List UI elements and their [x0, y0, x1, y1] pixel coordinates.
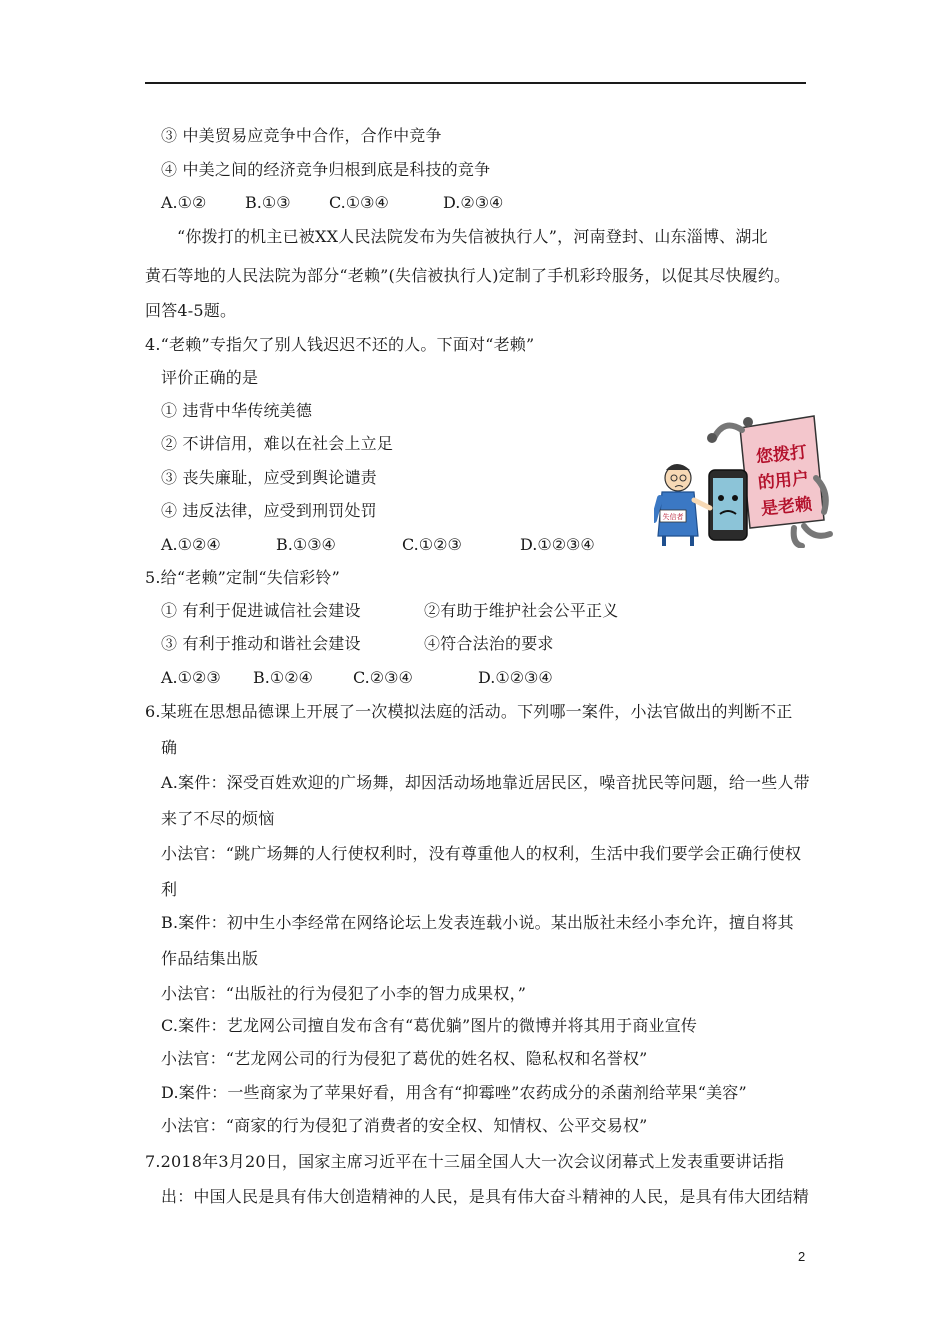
laolai-cartoon-illustration: [654, 408, 836, 548]
q6-stem-1: 6.某班在思想品德课上开展了一次模拟法庭的活动。下列哪一案件，小法官做出的判断不正: [145, 702, 793, 721]
cartoon-sign: [740, 416, 824, 528]
q6-a-judge-2: 利: [161, 880, 178, 899]
q6-stem-2: 确: [161, 738, 178, 757]
sign-line-1: 您拨打: [755, 442, 808, 468]
q6-c-judge: 小法官：“艺龙网公司的行为侵犯了葛优的姓名权、隐私权和名誉权”: [161, 1049, 648, 1068]
q6-a-case-2: 来了不尽的烦恼: [161, 809, 275, 828]
q6-b-judge: 小法官：“出版社的行为侵犯了小李的智力成果权，”: [161, 984, 527, 1003]
q5-option-a: A.①②③: [161, 668, 221, 687]
q5-options: [161, 668, 581, 688]
q6-c-case: C.案件：艺龙网公司擅自发布含有“葛优躺”图片的微博并将其用于商业宣传: [161, 1016, 698, 1035]
q5-item-1: ① 有利于促进诚信社会建设: [161, 601, 361, 620]
q4-item-2: ② 不讲信用，难以在社会上立足: [161, 434, 394, 453]
material-line-1: “你拨打的机主已被XX人民法院发布为失信被执行人”，河南登封、山东淄博、湖北: [177, 227, 768, 246]
q4-stem-1: 4.“老赖”专指欠了别人钱迟迟不还的人。下面对“老赖”: [145, 335, 535, 354]
q4-option-d: D.①②③④: [520, 535, 595, 554]
q6-b-case-2: 作品结集出版: [161, 949, 259, 968]
q5-option-b: B.①②④: [253, 668, 313, 687]
person-badge-label: 失信者: [662, 513, 684, 521]
q3-option-b: B.①③: [245, 193, 291, 212]
q4-option-b: B.①③④: [276, 535, 336, 554]
material-line-2: 黄石等地的人民法院为部分“老赖”(失信被执行人)定制了手机彩玲服务，以促其尽快履约。: [145, 266, 791, 285]
q4-option-c: C.①②③: [402, 535, 462, 554]
q3-option-c: C.①③④: [329, 193, 389, 212]
q6-a-case-1: A.案件：深受百姓欢迎的广场舞，却因活动场地靠近居民区，噪音扰民等问题，给一些人带: [161, 773, 810, 792]
page-number: 2: [798, 1249, 806, 1264]
q3-item-4: ④ 中美之间的经济竞争归根到底是科技的竞争: [161, 160, 491, 179]
q3-options: [161, 193, 561, 213]
q3-option-d: D.②③④: [443, 193, 504, 212]
q5-stem: 5.给“老赖”定制“失信彩铃”: [145, 568, 340, 587]
q3-item-3: ③ 中美贸易应竞争中合作，合作中竞争: [161, 126, 442, 145]
q7-line-1: 7.2018年3月20日，国家主席习近平在十三届全国人大一次会议闭幕式上发表重要讲话指: [145, 1152, 785, 1171]
header-rule: [145, 82, 806, 84]
q4-option-a: A.①②④: [161, 535, 221, 554]
q5-option-c: C.②③④: [353, 668, 413, 687]
person-figure: [654, 464, 710, 546]
monster-eye-right: [743, 417, 753, 427]
q5-item-2: ②有助于维护社会公平正义: [424, 601, 619, 620]
q6-d-case: D.案件：一些商家为了苹果好看，用含有“抑霉唑”农药成分的杀菌剂给苹果“美容”: [161, 1083, 747, 1102]
q3-option-a: A.①②: [161, 193, 207, 212]
q4-item-4: ④ 违反法律，应受到刑罚处罚: [161, 501, 377, 520]
sign-line-2: 的用户: [757, 468, 810, 494]
q5-item-3: ③ 有利于推动和谐社会建设: [161, 634, 361, 653]
q6-a-judge-1: 小法官：“跳广场舞的人行使权利时，没有尊重他人的权利，生活中我们要学会正确行使权: [161, 844, 802, 863]
q4-options: [161, 535, 621, 555]
q7-line-2: 出：中国人民是具有伟大创造精神的人民，是具有伟大奋斗精神的人民，是具有伟大团结精: [161, 1187, 810, 1206]
monster-eye-left: [707, 433, 717, 443]
phone-icon: [709, 470, 747, 540]
q4-stem-2: 评价正确的是: [161, 368, 259, 387]
q4-item-1: ① 违背中华传统美德: [161, 401, 313, 420]
q5-option-d: D.①②③④: [478, 668, 553, 687]
q6-d-judge: 小法官：“商家的行为侵犯了消费者的安全权、知情权、公平交易权”: [161, 1116, 648, 1135]
q5-item-4: ④符合法治的要求: [424, 634, 554, 653]
q6-b-case-1: B.案件：初中生小李经常在网络论坛上发表连载小说。某出版社未经小李允许，擅自将其: [161, 913, 794, 932]
q4-item-3: ③ 丧失廉耻，应受到舆论谴责: [161, 468, 377, 487]
material-line-3: 回答4-5题。: [145, 301, 237, 320]
sign-line-3: 是老赖: [760, 494, 813, 520]
